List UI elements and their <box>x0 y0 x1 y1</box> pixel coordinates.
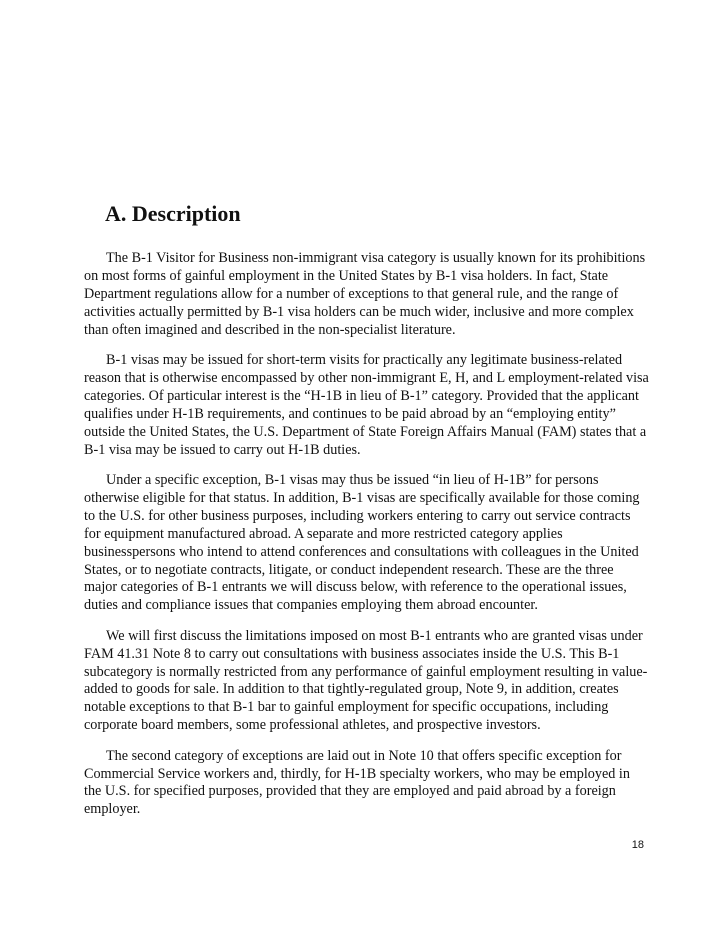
page-number: 18 <box>631 839 644 851</box>
paragraph-1: The B-1 Visitor for Business non-immigrant visa category is usually known for its prohibitions on most forms of gainful employment in the United States by B-1 visa holders. In fact, State Department regulations allow for a number of exceptions to that general rule, and the range of activities actually permitted by B-1 visa holders can be much wider, inclusive and more complex than often imagined and described in the non-specialist literature. <box>84 250 646 338</box>
paragraph-3: Under a specific exception, B-1 visas may thus be issued “in lieu of H-1B” for persons otherwise eligible for that status. In addition, B-1 visas are specifically available for those coming to the U.S. for other business purposes, including workers entering to carry out service contracts for equipment manufactured abroad. A separate and more restricted category applies businesspersons who intend to attend conferences and consultations with colleagues in the United States, or to negotiate contracts, litigate, or conduct independent research. These are the three major categories of B-1 entrants we will discuss below, with reference to the operational issues, duties and compliance issues that companies employing them abroad encounter. <box>84 471 640 614</box>
section-heading: A. Description <box>105 201 241 226</box>
paragraph-4: We will first discuss the limitations imposed on most B-1 entrants who are granted visas under FAM 41.31 Note 8 to carry out consultations with business associates inside the U.S. This B-1 subcategory is normally restricted from any performance of gainful employment resulting in value-added to goods for sale. In addition to that tightly-regulated group, Note 9, in addition, creates notable exceptions to that B-1 bar to gainful employment for specific occupations, including corporate board members, some professional athletes, and prospective investors. <box>84 627 648 734</box>
paragraph-5: The second category of exceptions are laid out in Note 10 that offers specific exception for Commercial Service workers and, thirdly, for H-1B specialty workers, who may be employed in the U.S. for specified purposes, provided that they are employed and paid abroad by a foreign employer. <box>84 747 630 818</box>
paragraph-2: B-1 visas may be issued for short-term visits for practically any legitimate business-related reason that is otherwise encompassed by other non-immigrant E, H, and L employment-related visa categories. Of particular interest is the “H-1B in lieu of B-1” category. Provided that the applicant qualifies under H-1B requirements, and continues to be paid abroad by an “employing entity” outside the United States, the U.S. Department of State Foreign Affairs Manual (FAM) states that a B-1 visa may be issued to carry out H-1B duties. <box>84 352 649 458</box>
body-text <box>84 250 650 832</box>
